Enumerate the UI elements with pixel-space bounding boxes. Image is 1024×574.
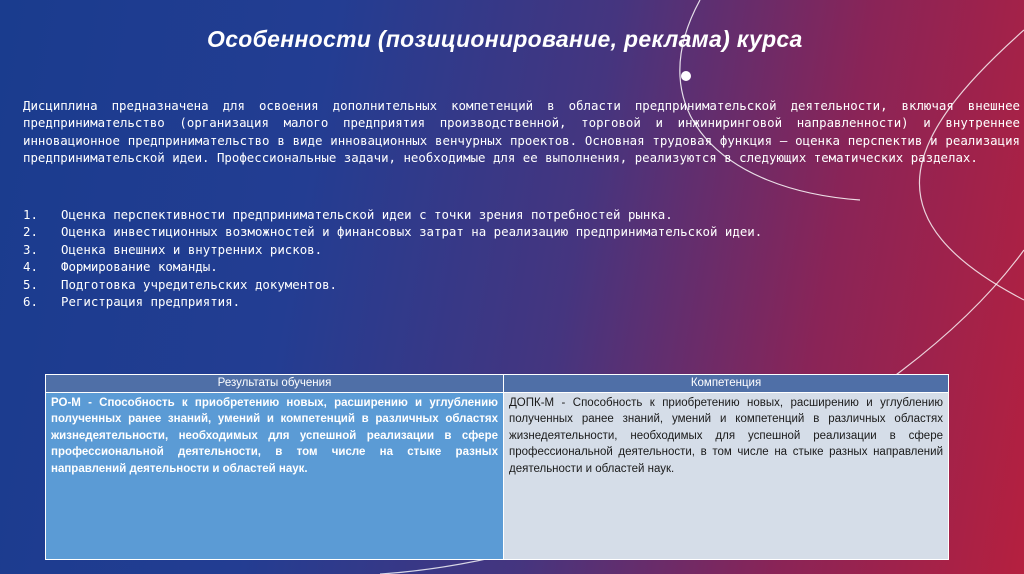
page-title: Особенности (позиционирование, реклама) курса: [207, 26, 803, 52]
results-table: [45, 374, 949, 560]
table-row: [46, 392, 949, 560]
list-item: 6. Регистрация предприятия.: [23, 294, 241, 310]
list-item: 3. Оценка внешних и внутренних рисков.: [23, 241, 323, 257]
header-learning-results: Результаты обучения: [46, 375, 504, 393]
list-item: 1. Оценка перспективности предпринимательской идеи с точки зрения потребностей рынка.: [23, 207, 673, 222]
list-item: 5. Подготовка учредительских документов.: [23, 276, 338, 292]
table-header-row: [46, 375, 949, 393]
header-competence: Компетенция: [504, 375, 949, 393]
learning-result-cell: РО-М - Способность к приобретению новых, расширению и углублению полученных ранее знаний, умений и компетенций в различных областях жизнедеятельности, необходимых для успешной реализации в сфере профессиональной деятельности, в том числе на стыке разных направлений деятельности и областей наук.: [46, 392, 504, 560]
competence-cell: ДОПК-М - Способность к приобретению новых, расширению и углублению полученных ранее знаний, умений и компетенций в различных областях жизнедеятельности, необходимых для успешной реализации в сфере профессиональной деятельности, в том числе на стыке разных направлений деятельности и областей наук.: [504, 392, 949, 560]
list-item: 4. Формирование команды.: [23, 259, 218, 275]
decorative-dot: [681, 71, 691, 81]
list-item: 2. Оценка инвестиционных возможностей и финансовых затрат на реализацию предпринимательской идеи.: [23, 224, 763, 240]
intro-paragraph: Дисциплина предназначена для освоения дополнительных компетенций в области предпринимательской деятельности, включая внешнее предпринимательство (организация малого предприятия производственной, торговой и инжиниринговой направленности) и внутреннее инновационное предпринимательство в виде инновационных венчурных проектов. Основная трудовая функция – оценка перспектив и реализация предпринимательской идеи. Профессиональные задачи, необходимые для ее выполнения, реализуются в следующих тематических разделах.: [23, 98, 1020, 166]
topics-list: [23, 206, 973, 310]
